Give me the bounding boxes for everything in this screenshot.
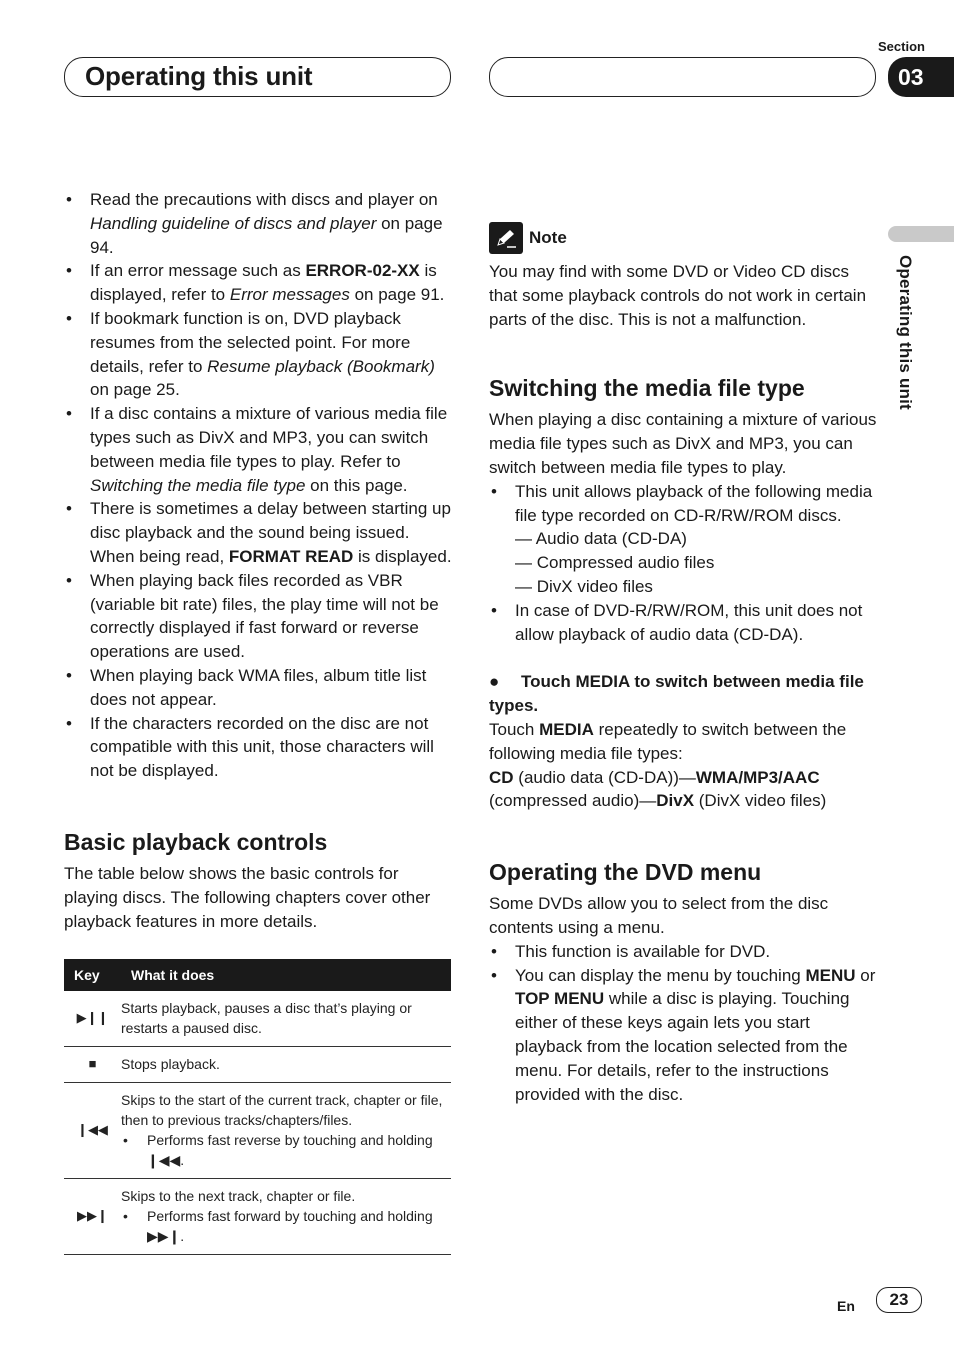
note-header <box>489 222 877 254</box>
dash-item: — Audio data (CD-DA) <box>515 529 687 549</box>
controls-table <box>64 959 451 1255</box>
note-label: Note <box>529 228 567 247</box>
list-item: • In case of DVD-R/RW/ROM, this unit does not allow playback of audio data (CD-DA). <box>489 599 877 647</box>
right-column <box>489 222 877 1106</box>
list-item: • This unit allows playback of the following media file type recorded on CD-R/RW/ROM discs. — Audio data (CD-DA) — Compressed audio files — DivX video files <box>489 480 877 599</box>
basic-controls-intro: The table below shows the basic controls for playing discs. The following chapters cover other playback features in more details. <box>64 863 431 931</box>
list-item: • There is sometimes a delay between starting up disc playback and the sound being issued. When being read, FORMAT READ is displayed. <box>64 497 454 568</box>
table-row <box>64 1083 451 1179</box>
previous-track-icon: ❙◀◀ <box>64 1083 121 1179</box>
dvd-menu-intro: Some DVDs allow you to select from the disc contents using a menu. <box>489 894 829 937</box>
side-tab <box>888 226 954 242</box>
dvd-menu-list <box>489 940 877 1107</box>
step-title: ● Touch MEDIA to switch between media file types. <box>489 672 864 716</box>
media-sequence: CD (audio data (CD-DA))—WMA/MP3/AAC (compressed audio)—DivX (DivX video files) <box>489 767 827 811</box>
table-cell: Skips to the start of the current track, chapter or file, then to previous tracks/chapters/files. • Performs fast reverse by touching and holding ❙◀◀. <box>121 1083 451 1179</box>
table-cell: Starts playback, pauses a disc that’s playing or restarts a paused disc. <box>121 991 451 1047</box>
list-item: • If bookmark function is on, DVD playback resumes from the selected point. For more details, refer to Resume playback (Bookmark) on page 25. <box>64 307 454 402</box>
table-row <box>64 1047 451 1083</box>
switching-intro: When playing a disc containing a mixture of various media file types such as DivX and MP3, you can switch between media file types to play. <box>489 410 877 477</box>
stop-icon: ■ <box>64 1047 121 1083</box>
list-item: • When playing back files recorded as VBR (variable bit rate) files, the play time will not be correctly displayed if fast forward or reverse operations are used. <box>64 569 454 664</box>
side-section-label: Operating this unit <box>896 255 915 410</box>
list-item: • If an error message such as ERROR-02-XX is displayed, refer to Error messages on page 91. <box>64 259 454 307</box>
left-column <box>64 188 454 1255</box>
note-text: You may find with some DVD or Video CD discs that some playback controls do not work in certain parts of the disc. This is not a malfunction. <box>489 262 867 329</box>
list-item: • When playing back WMA files, album title list does not appear. <box>64 664 454 712</box>
step-bullet-icon: ● <box>489 672 500 692</box>
list-item: • If a disc contains a mixture of various media file types such as DivX and MP3, you can switch between media file types to play. Refer to Switching the media file type on this page. <box>64 402 454 497</box>
dash-item: — DivX video files <box>515 576 653 596</box>
table-cell: Skips to the next track, chapter or file. • Performs fast forward by touching and holding ▶▶❙. <box>121 1179 451 1255</box>
col-what-header: What it does <box>121 959 451 991</box>
table-row <box>64 991 451 1047</box>
switching-list <box>489 480 877 647</box>
header-title-pill <box>64 57 451 97</box>
play-pause-icon: ▶❙❙ <box>64 991 121 1047</box>
section-number-badge: 03 <box>888 57 954 97</box>
list-item: • This function is available for DVD. <box>489 940 877 964</box>
switching-heading: Switching the media file type <box>489 375 805 402</box>
page-number: 23 <box>876 1287 922 1313</box>
step-text: Touch MEDIA repeatedly to switch between the following media file types: <box>489 719 847 763</box>
dvd-menu-heading: Operating the DVD menu <box>489 859 762 886</box>
col-key-header: Key <box>64 959 121 991</box>
table-header-row <box>64 959 451 991</box>
list-item: • Read the precautions with discs and player on Handling guideline of discs and player on page 94. <box>64 188 454 259</box>
header-right-pill <box>489 57 876 97</box>
table-cell: Stops playback. <box>121 1047 451 1083</box>
dash-item: — Compressed audio files <box>515 553 715 573</box>
section-label: Section <box>878 39 925 54</box>
list-item: • You can display the menu by touching MENU or TOP MENU while a disc is playing. Touching either of these keys again lets you start playback from the location selected from the menu. For details, refer to the instructions provided with the disc. <box>489 964 877 1107</box>
pencil-note-icon <box>489 222 523 254</box>
list-item: • If the characters recorded on the disc are not compatible with this unit, those characters will not be displayed. <box>64 712 454 783</box>
table-row <box>64 1179 451 1255</box>
footer-language: En <box>837 1298 855 1314</box>
page-title: Operating this unit <box>85 61 313 91</box>
basic-controls-heading: Basic playback controls <box>64 828 328 855</box>
next-track-icon: ▶▶❙ <box>64 1179 121 1255</box>
precautions-list <box>64 188 454 783</box>
